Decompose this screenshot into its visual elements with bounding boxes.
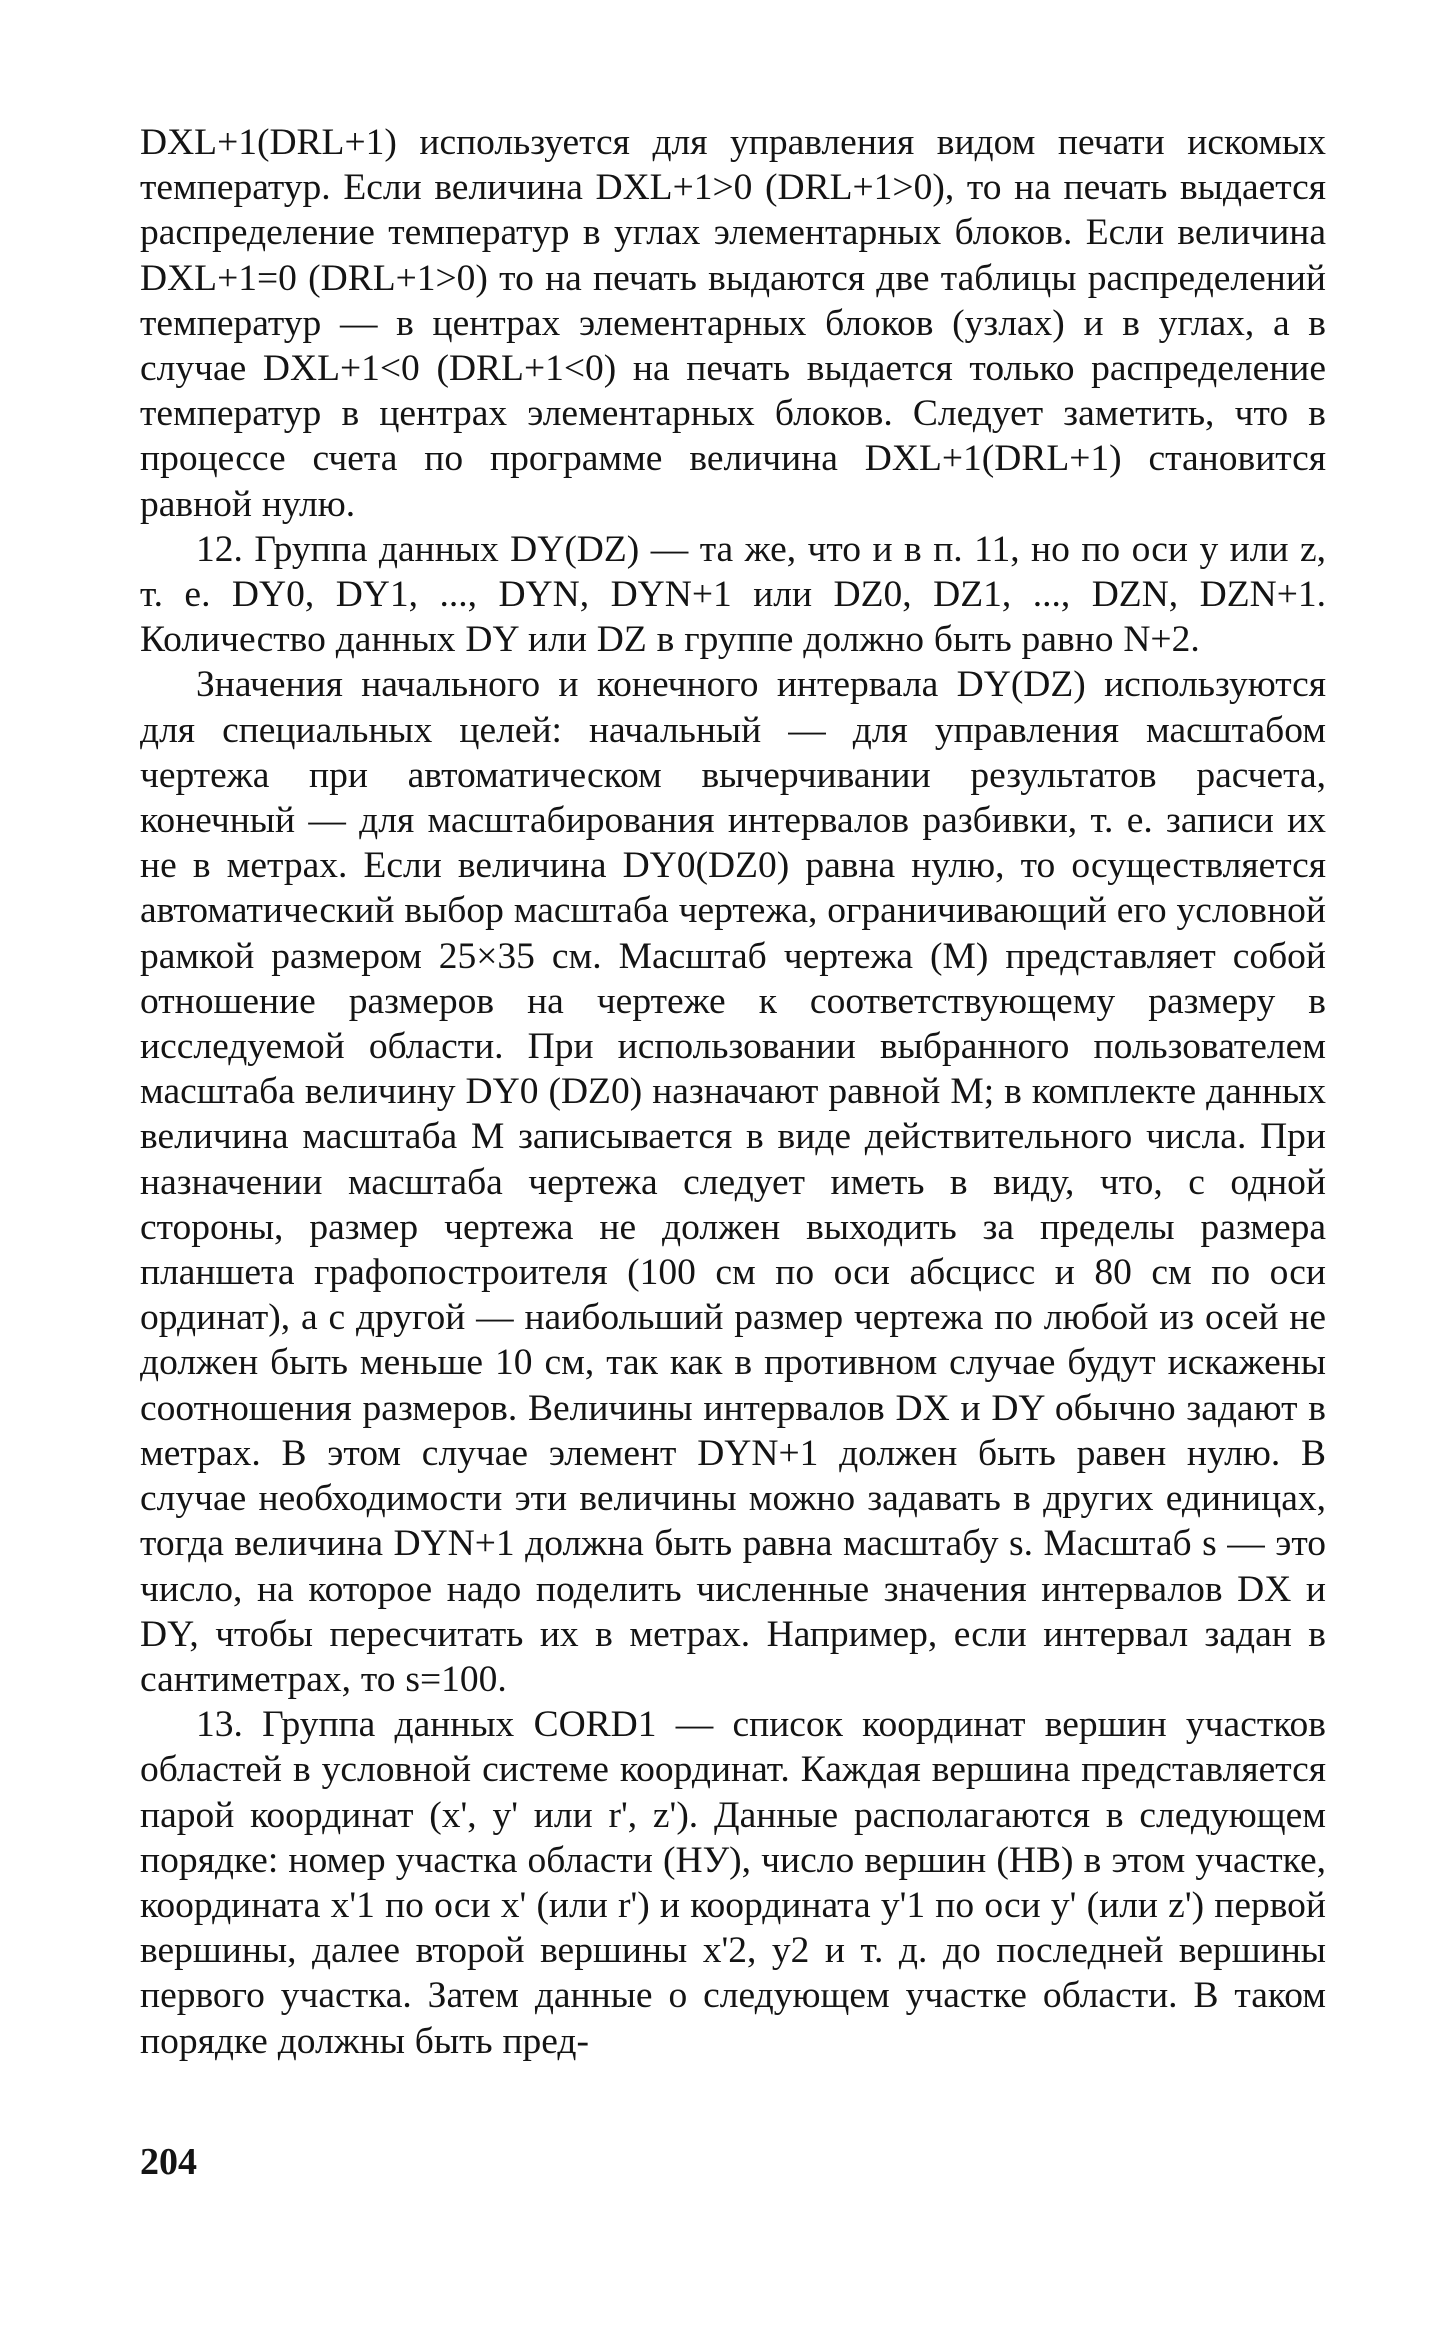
page-body bbox=[140, 120, 1326, 2064]
paragraph-scale-intervals: Значения начального и конечного интервала DY(DZ) используются для специальных целей: начальный — для управления масштабом чертежа при автоматическом вычерчивании результатов расчета, конечный — для масштабирования интервалов разбивки, т. е. записи их не в метрах. Если величина DY0(DZ0) равна нулю, то осуществляется автоматический выбор масштаба чертежа, ограничивающий его условной рамкой размером 25×35 см. Масштаб чертежа (М) представляет собой отношение размеров на чертеже к соответствующему размеру в исследуемой области. При использовании выбранного пользователем масштаба величину DY0 (DZ0) назначают равной M; в комплекте данных величина масштаба M записывается в виде действительного числа. При назначении масштаба чертежа следует иметь в виду, что, с одной стороны, размер чертежа не должен выходить за пределы размера планшета графопостроителя (100 см по оси абсцисс и 80 см по оси ординат), а с другой — наибольший размер чертежа по любой из осей не должен быть меньше 10 см, так как в противном случае будут искажены соотношения размеров. Величины интервалов DX и DY обычно задают в метрах. В этом случае элемент DYN+1 должен быть равен нулю. В случае необходимости эти величины можно задавать в других единицах, тогда величина DYN+1 должна быть равна масштабу s. Масштаб s — это число, на которое надо поделить численные значения интервалов DX и DY, чтобы пересчитать их в метрах. Например, если интервал задан в сантиметрах, то s=100. bbox=[140, 664, 1326, 1700]
paragraph-group-12-dy-dz: 12. Группа данных DY(DZ) — та же, что и в п. 11, но по оси y или z, т. е. DY0, DY1, ..., DYN, DYN+1 или DZ0, DZ1, ..., DZN, DZN+1. Количество данных DY или DZ в группе должно быть равно N+2. bbox=[140, 528, 1326, 661]
paragraph-dx-print-mode: DXL+1(DRL+1) используется для управления видом печати искомых температур. Если величина DXL+1>0 (DRL+1>0), то на печать выдается распределение температур в углах элементарных блоков. Если величина DXL+1=0 (DRL+1>0) то на печать выдаются две таблицы распределений температур — в центрах элементарных блоков (узлах) и в углах, а в случае DXL+1<0 (DRL+1<0) на печать выдается только распределение температур в центрах элементарных блоков. Следует заметить, что в процессе счета по программе величина DXL+1(DRL+1) становится равной нулю. bbox=[140, 122, 1326, 525]
paragraph-group-13-cord1: 13. Группа данных CORD1 — список координат вершин участков областей в условной системе координат. Каждая вершина представляется парой координат (x', y' или r', z'). Данные располагаются в следующем порядке: номер участка области (НУ), число вершин (НВ) в этом участке, координата x'1 по оси x' (или r') и координата y'1 по оси y' (или z') первой вершины, далее второй вершины x'2, y2 и т. д. до последней вершины первого участка. Затем данные о следующем участке области. В таком порядке должны быть пред- bbox=[140, 1704, 1326, 2062]
page-number: 204 bbox=[140, 2141, 197, 2183]
